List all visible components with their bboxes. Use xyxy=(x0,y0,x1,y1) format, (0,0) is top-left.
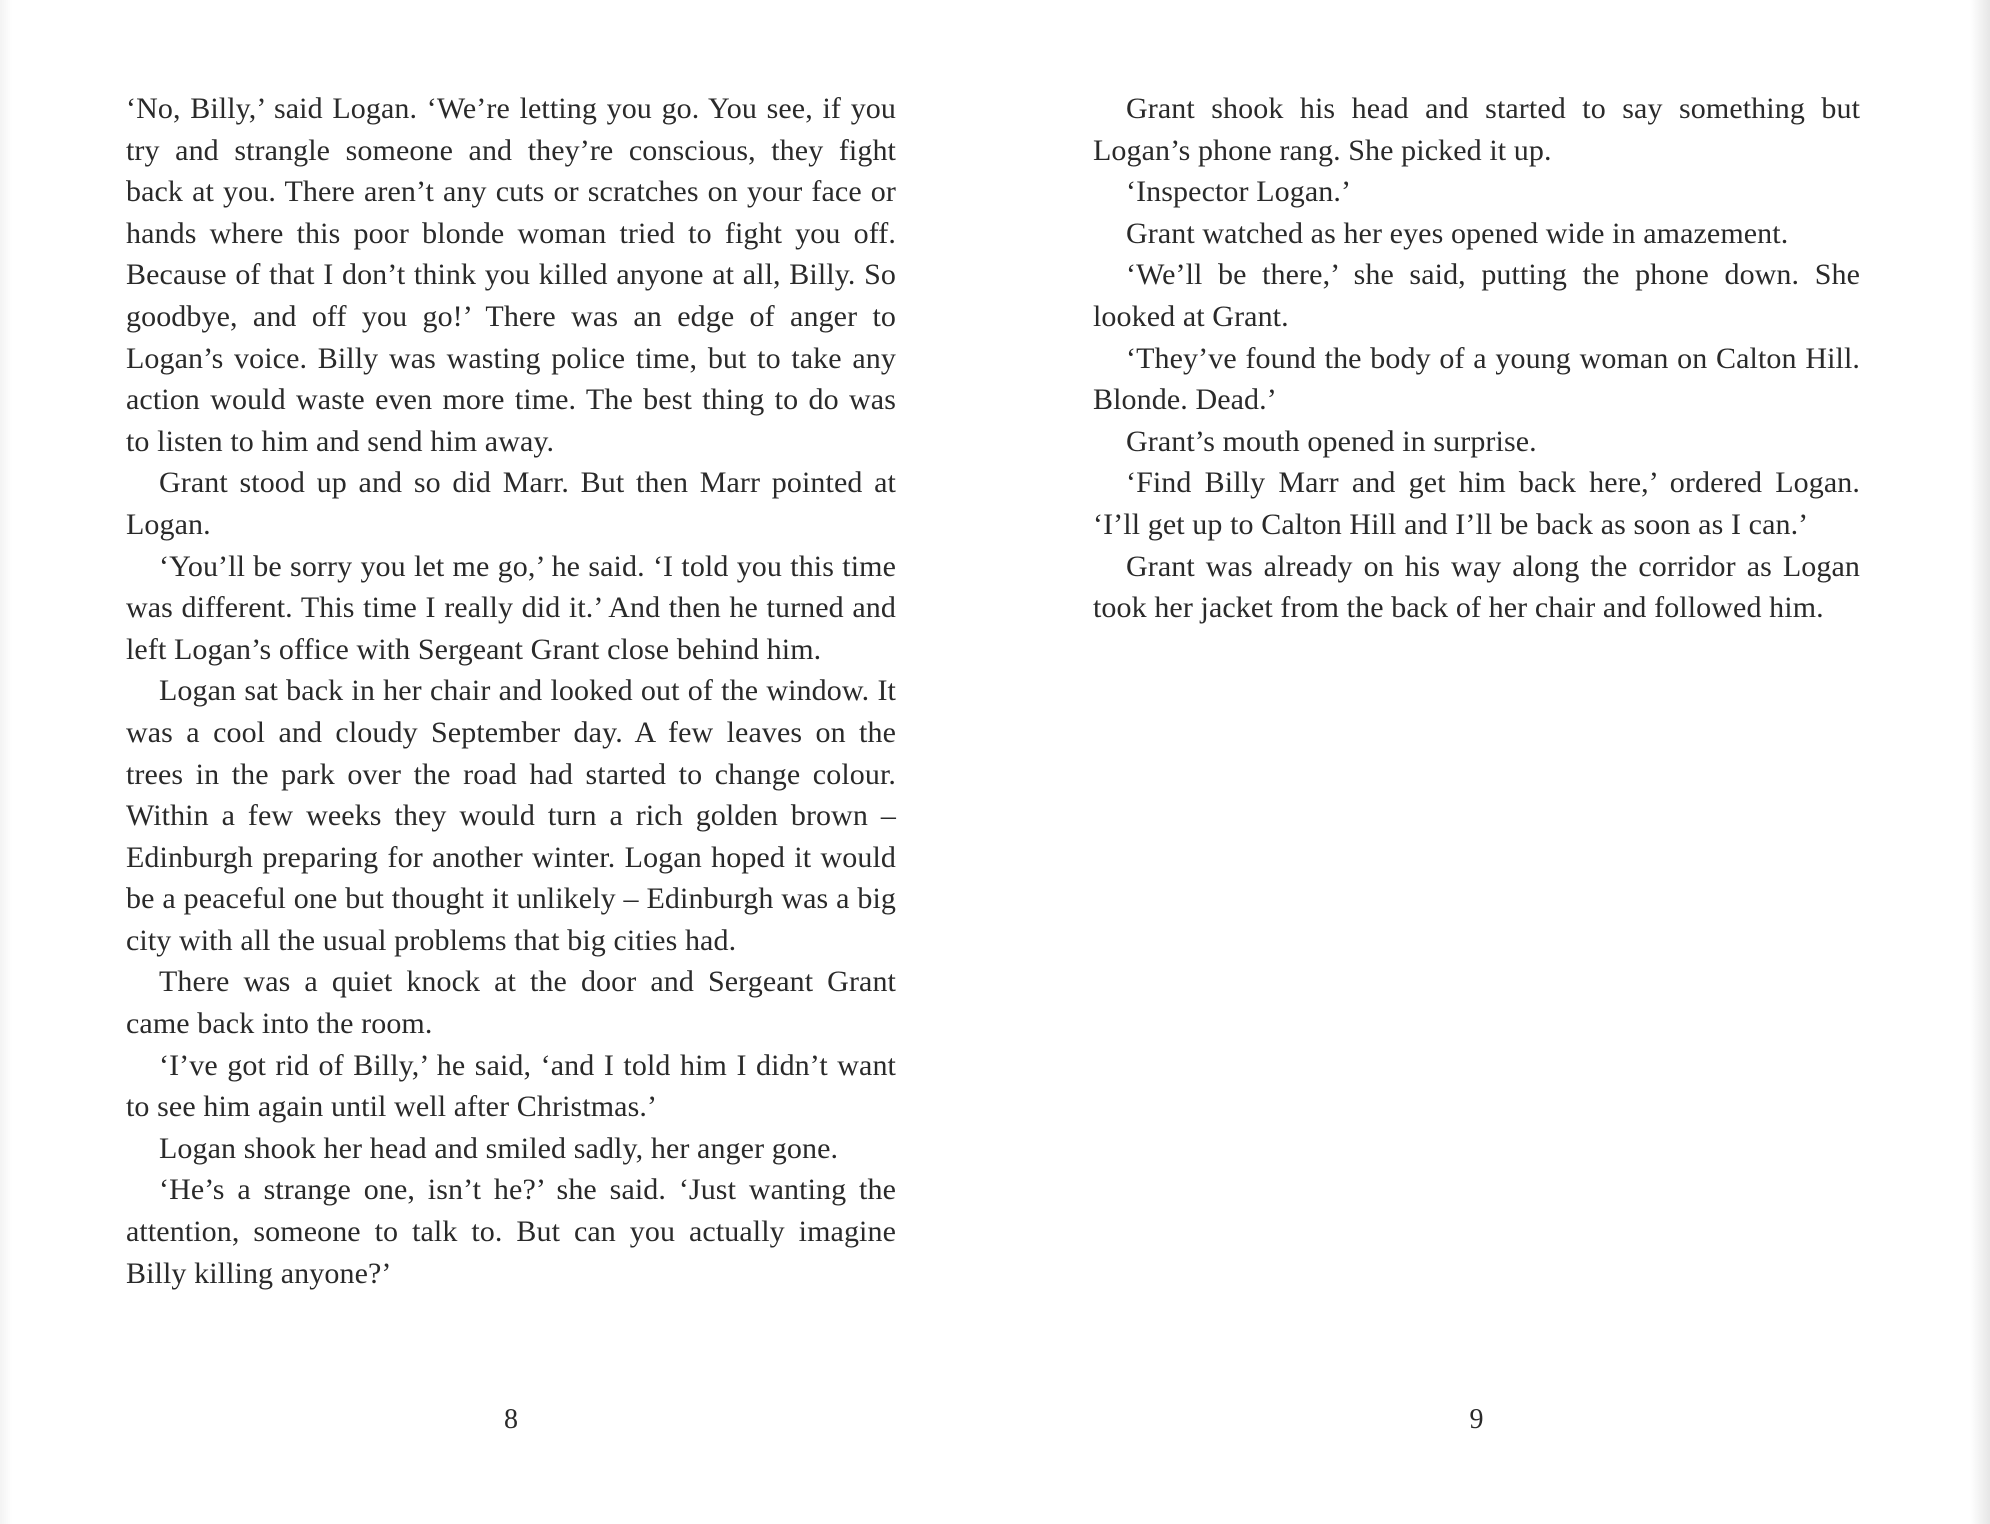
paragraph: Logan sat back in her chair and looked out of the window. It was a cool and cloudy September day. A few leaves on the trees in the park over the road had started to change colour. Within a few weeks they would turn a rich golden brown – Edinburgh preparing for another winter. Logan hoped it would be a peaceful one but thought it unlikely – Edinburgh was a big city with all the usual problems that big cities had. xyxy=(126,674,896,957)
paragraph: ‘No, Billy,’ said Logan. ‘We’re letting you go. You see, if you try and strangle someone and they’re conscious, they fight back at you. There aren’t any cuts or scratches on your face or hands where this poor blonde woman tried to fight you off. Because of that I don’t think you killed anyone at all, Billy. So goodbye, and off you go!’ There was an edge of anger to Logan’s voice. Billy was wasting police time, but to take any action would waste even more time. The best thing to do was to listen to him and send him away. xyxy=(126,92,896,458)
paragraph: Grant’s mouth opened in surprise. xyxy=(1126,424,1537,458)
right-page xyxy=(1093,0,1860,1524)
page-number-left: 8 xyxy=(504,1404,518,1435)
paragraph: ‘You’ll be sorry you let me go,’ he said. ‘I told you this time was different. This time I really did it.’ And then he turned and left Logan’s office with Sergeant Grant close behind him. xyxy=(126,549,896,666)
paragraph: Grant watched as her eyes opened wide in amazement. xyxy=(1126,216,1789,250)
right-page-text xyxy=(1093,88,1860,629)
left-page-text xyxy=(126,88,896,1294)
page-edge-shadow-right xyxy=(1970,0,1990,1524)
left-page xyxy=(126,0,896,1524)
paragraph: ‘Inspector Logan.’ xyxy=(1126,175,1352,209)
page-number-right: 9 xyxy=(1469,1404,1484,1435)
paragraph: Grant shook his head and started to say something but Logan’s phone rang. She picked it up. xyxy=(1093,92,1860,167)
paragraph: ‘I’ve got rid of Billy,’ he said, ‘and I told him I didn’t want to see him again until well after Christmas.’ xyxy=(126,1048,896,1124)
paragraph: ‘Find Billy Marr and get him back here,’ ordered Logan. ‘I’ll get up to Calton Hill and I’ll be back as soon as I can.’ xyxy=(1093,466,1860,541)
page-edge-shadow xyxy=(0,0,12,1524)
paragraph: Logan shook her head and smiled sadly, her anger gone. xyxy=(159,1131,839,1165)
paragraph: ‘They’ve found the body of a young woman on Calton Hill. Blonde. Dead.’ xyxy=(1093,341,1860,417)
paragraph: Grant was already on his way along the corridor as Logan took her jacket from the back of her chair and followed him. xyxy=(1093,549,1860,625)
paragraph: There was a quiet knock at the door and Sergeant Grant came back into the room. xyxy=(126,965,896,1041)
paragraph: Grant stood up and so did Marr. But then Marr pointed at Logan. xyxy=(126,466,896,541)
paragraph: ‘We’ll be there,’ she said, putting the phone down. She looked at Grant. xyxy=(1093,258,1860,333)
paragraph: ‘He’s a strange one, isn’t he?’ she said. ‘Just wanting the attention, someone to talk to. But can you actually imagine Billy killing anyone?’ xyxy=(126,1173,896,1290)
